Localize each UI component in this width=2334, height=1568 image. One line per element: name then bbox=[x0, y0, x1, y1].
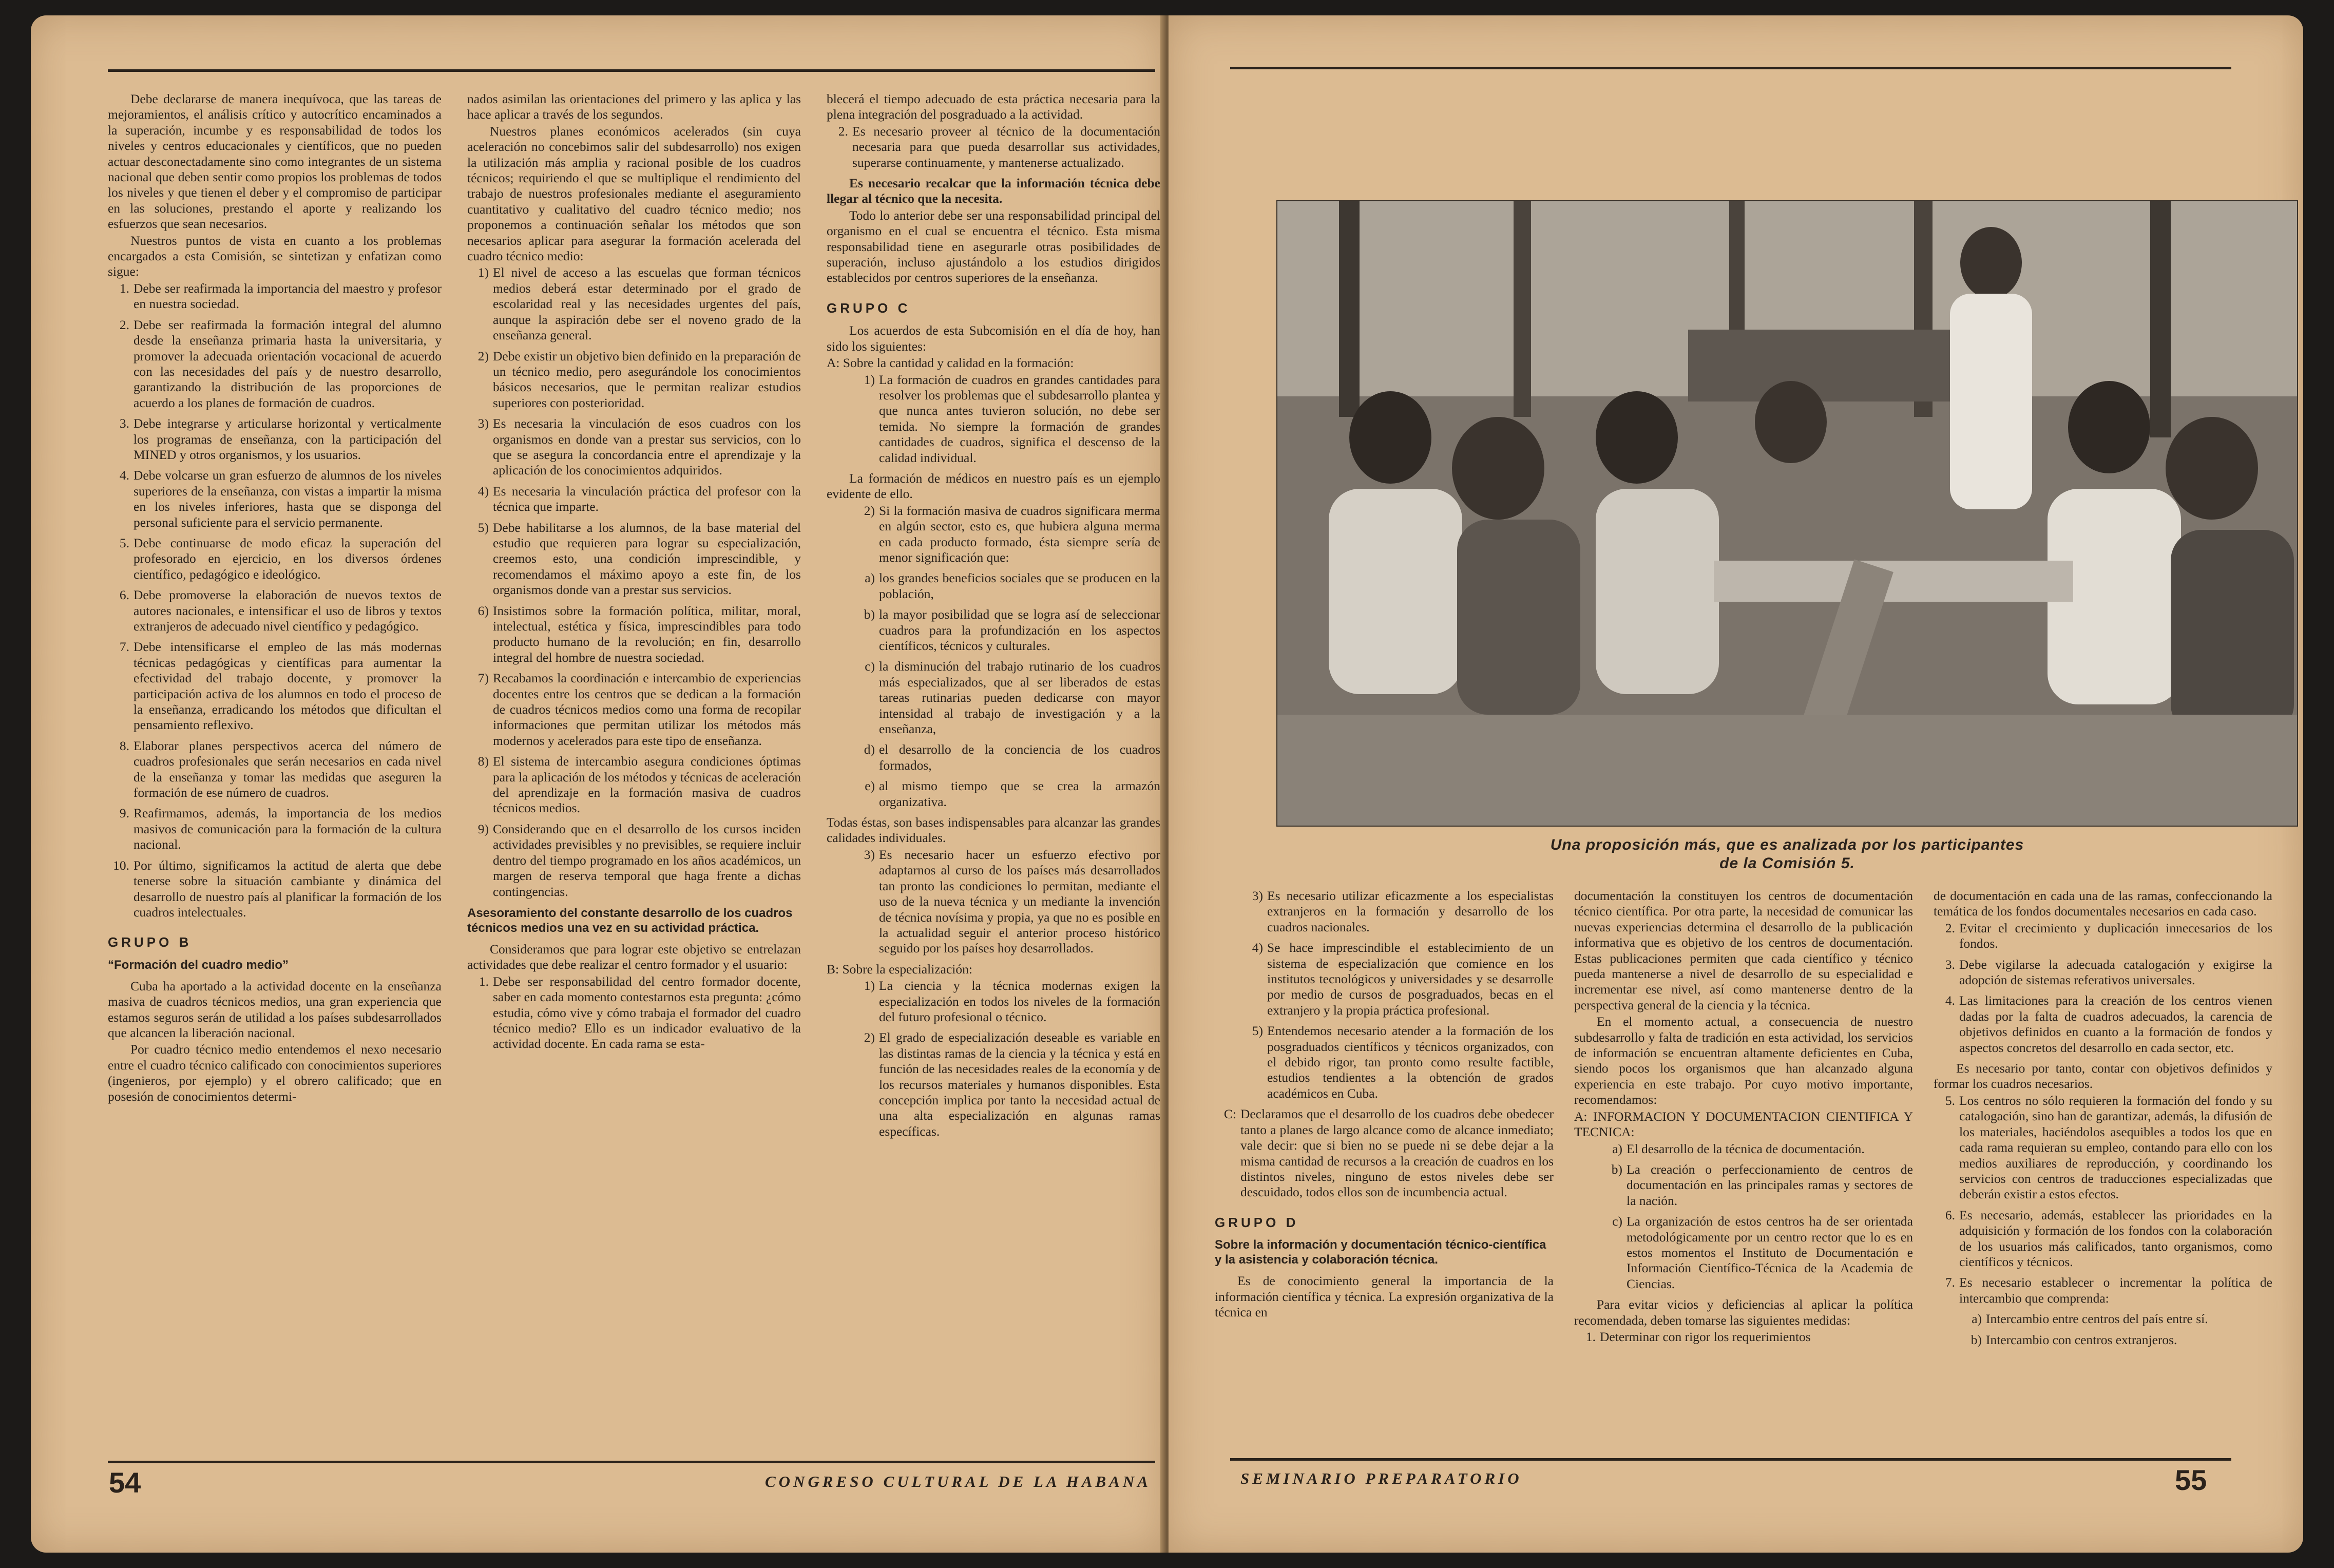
list-item bbox=[1960, 1332, 2272, 1348]
list-item bbox=[1241, 888, 1554, 935]
list-item bbox=[853, 978, 1160, 1025]
lettered-list bbox=[1960, 1311, 2272, 1348]
list-item bbox=[1934, 957, 2272, 988]
list-item-number: 4. bbox=[1945, 993, 1955, 1008]
left-column-1 bbox=[108, 91, 442, 1447]
list-item-text: Determinar con rigor los requerimientos bbox=[1600, 1329, 1811, 1344]
list-item-number: c) bbox=[865, 659, 875, 674]
list-item-number: 6) bbox=[477, 603, 489, 618]
running-footer: SEMINARIO PREPARATORIO bbox=[1240, 1469, 1522, 1487]
paragraph: Los acuerdos de esta Subcomisión en el día de hoy, han sido los siguientes: bbox=[827, 323, 1160, 354]
page-number: 55 bbox=[2175, 1464, 2207, 1496]
paragraph: de documentación en cada una de las ramas, confeccionando la temática de los fondos documentales necesarios en cada caso. bbox=[1934, 888, 2272, 919]
paragraph: Es de conocimiento general la importancia de la información científica y técnica. La expresión organizativa de la técnica en bbox=[1215, 1273, 1554, 1320]
list-item-text: Debe volcarse un gran esfuerzo de alumnos de los niveles superiores de la enseñanza, con vistas a impartir la misma en los niveles inferiores, hasta que se disponga del personal suficiente para el servicio permanente. bbox=[133, 468, 442, 530]
paragraph: Nuestros planes económicos acelerados (sin cuya aceleración no concebimos salir del subdesarrollo) nos exigen la utilización más amplia y racional posible de los cuadros técnicos; requiriendo el que se multiplique el rendimiento del trabajo de nuestros profesionales mediante el aseguramiento cuantitativo y cualitativo del cuadro técnico medio; nos proponemos a continuación señalar los métodos que son necesarios aplicar para asegurar la formación acelerada del cuadro técnico medio: bbox=[467, 123, 801, 264]
list-item bbox=[1215, 1106, 1554, 1200]
list-item bbox=[1934, 993, 2272, 1056]
list-item-number: 1. bbox=[1585, 1329, 1596, 1344]
list-item-number: b) bbox=[1611, 1161, 1622, 1177]
list-item-text: Por último, significamos la actitud de alerta que debe tenerse sobre la situación cambiante y dinámica del desarrollo de nuestro país al planificar la formación de los cuadros intelectuales. bbox=[133, 857, 442, 920]
list-item bbox=[1934, 921, 2272, 952]
list-item-text: Intercambio entre centros del país entre sí. bbox=[1986, 1311, 2208, 1327]
right-column-3 bbox=[1934, 888, 2272, 1448]
bold-paragraph: Es necesario recalcar que la información técnica debe llegar al técnico que la necesita. bbox=[827, 176, 1160, 206]
list-item-number: C: bbox=[1223, 1106, 1236, 1122]
list-item bbox=[108, 317, 442, 411]
list-item-text: Si la formación masiva de cuadros significara merma en algún sector, esto es, que hubiera alguna merma en cada producto formado, ésta siempre sería de menor significación que: bbox=[879, 503, 1160, 565]
list-item bbox=[108, 858, 442, 921]
list-item-number: 2. bbox=[838, 123, 848, 139]
numbered-list bbox=[1934, 1093, 2272, 1306]
list-item-number: 3) bbox=[477, 416, 489, 431]
left-column-3 bbox=[827, 91, 1160, 1447]
numbered-list bbox=[1574, 1329, 1913, 1345]
caption-line: Una proposición más, que es analizada por los participantes bbox=[1550, 836, 2024, 853]
numbered-list bbox=[467, 265, 801, 899]
numbered-list bbox=[1241, 888, 1554, 1101]
list-item-number: 1) bbox=[864, 372, 875, 387]
lettered-list bbox=[853, 570, 1160, 810]
list-item bbox=[1934, 1208, 2272, 1270]
list-item-number: 3) bbox=[864, 847, 875, 862]
section-heading: GRUPO C bbox=[827, 300, 911, 316]
paragraph: Es necesario por tanto, contar con objetivos definidos y formar los cuadros necesarios. bbox=[1934, 1061, 2272, 1092]
numbered-list bbox=[853, 847, 1160, 957]
meeting-photo bbox=[1276, 200, 2298, 827]
list-item-text: Es necesaria la vinculación de esos cuadros con los organismos en donde van a prestar sus servicios, con lo que se asegura la concordancia entre el aprendizaje y la aplicación de los conocimientos adquiridos. bbox=[493, 416, 801, 478]
list-item-number: c) bbox=[1612, 1214, 1622, 1229]
list-item-number: 9) bbox=[477, 821, 489, 836]
list-item-text: Es necesario, además, establecer las prioridades en la adquisición y formación de los fondos con la colaboración de los usuarios más calificados, tanto organismos, como científicos y técnicos. bbox=[1959, 1207, 2272, 1269]
list-item-text: Es necesario hacer un esfuerzo efectivo por adaptarnos al curso de los países más desarrollados tan pronto las condiciones lo permitan, mediante el uso de la nueva técnica y un mediante la invención de técnica novísima y propia, ya que no es posible en la actualidad seguir el anterior proceso histórico seguido por los países hoy desarrollados. bbox=[879, 847, 1160, 956]
list-item bbox=[467, 821, 801, 900]
list-item bbox=[1960, 1311, 2272, 1327]
list-item-text: Intercambio con centros extranjeros. bbox=[1986, 1332, 2177, 1347]
list-item bbox=[467, 754, 801, 816]
list-item bbox=[853, 847, 1160, 957]
list-item-number: 7) bbox=[477, 671, 489, 686]
list-item bbox=[853, 778, 1160, 810]
list-item-number: 7. bbox=[119, 639, 129, 655]
list-item-text: Considerando que en el desarrollo de los cursos inciden actividades previsibles y no previsibles, se requiere incluir dentro del tiempo programado en los años académicos, un margen de reserva temporal que haga frente a dichas contingencias. bbox=[493, 821, 801, 899]
list-item-text: Debe ser reafirmada la importancia del maestro y profesor en nuestra sociedad. bbox=[133, 280, 442, 312]
list-item-number: 1) bbox=[864, 978, 875, 993]
list-item-text: Recabamos la coordinación e intercambio de experiencias docentes entre los centros que se dedican a la formación de cuadros técnicos medios como una forma de recopilar informaciones que permitan utilizar los métodos más modernos y acelerados para este tipo de enseñanza. bbox=[493, 671, 801, 748]
list-item-text: La creación o perfeccionamiento de centros de documentación en las principales ramas y sectores de la nación. bbox=[1627, 1161, 1913, 1208]
numbered-list bbox=[108, 281, 442, 920]
list-item-text: Debe existir un objetivo bien definido en la preparación de un técnico medio, pero asegurándole los conocimientos básicos necesarios, que le permitan realizar estudios superiores con posterioridad. bbox=[493, 348, 801, 410]
list-item-text: Se hace imprescindible el establecimiento de un sistema de especialización que comience en los institutos tecnológicos y universidades y se desarrolle por medio de cursos de posgraduados, becas en el extranjero y la propia práctica profesional. bbox=[1267, 940, 1554, 1018]
list-item-number: 10. bbox=[113, 857, 129, 873]
numbered-list bbox=[1934, 921, 2272, 1056]
list-item-text: El sistema de intercambio asegura condiciones óptimas para la aplicación de los métodos y técnicas de aceleración del aprendizaje en la formación masiva de cuadros técnicos medios. bbox=[493, 754, 801, 816]
list-item bbox=[467, 416, 801, 479]
list-item-number: e) bbox=[865, 778, 875, 794]
list-item bbox=[853, 607, 1160, 654]
magazine-spread bbox=[31, 15, 2303, 1553]
list-item bbox=[108, 738, 442, 801]
list-item-text: La organización de estos centros ha de ser orientada metodológicamente por un centro rector que lo es en estos momentos el Instituto de Documentación e Información Científico-Técnica de la Academia de Ciencias. bbox=[1627, 1214, 1913, 1291]
left-column-2 bbox=[467, 91, 801, 1447]
list-item-text: el desarrollo de la conciencia de los cuadros formados, bbox=[879, 742, 1160, 773]
list-item-text: Debe habilitarse a los alumnos, de la base material del estudio que requieren para lograr su especialización, creemos esto, una condición imprescindible, y recomendamos el máximo apoyo a este fin, de los organismos donde van a prestar sus servicios. bbox=[493, 520, 801, 598]
paragraph: Para evitar vicios y deficiencias al aplicar la política recomendada, deben tomarse las siguientes medidas: bbox=[1574, 1297, 1913, 1328]
paragraph: Todas éstas, son bases indispensables para alcanzar las grandes calidades individuales. bbox=[827, 815, 1160, 846]
list-item-number: 3. bbox=[119, 416, 129, 431]
list-item-text: La formación de cuadros en grandes cantidades para resolver los problemas que el subdesarrollo plantea y que nunca antes tuvieron solución, no debe ser temida. No siempre la formación de grandes cantidades de cuadros, significa el descenso de la calidad individual. bbox=[879, 372, 1160, 465]
list-item-number: 5. bbox=[119, 535, 129, 550]
list-heading: A: Sobre la cantidad y calidad en la formación: bbox=[827, 355, 1074, 371]
list-item-text: Las limitaciones para la creación de los centros vienen dadas por la falta de cuadros adecuados, la carencia de objetivos definidos en cuanto a la formación de fondos y aspectos concretos del desarrollo en cada sector, etc. bbox=[1959, 993, 2272, 1055]
list-item-number: a) bbox=[865, 570, 875, 586]
list-item-text: Declaramos que el desarrollo de los cuadros debe obedecer tanto a planes de largo alcance como de alcance inmediato; vale decir: que si bien no se puede ni se debe dejar a la misma cantidad de recursos a la creación de cuadros en los distintos niveles, ninguno de estos niveles debe ser descuidado, todos ellos son de incumbencia actual. bbox=[1240, 1106, 1554, 1200]
list-item-text: Los centros no sólo requieren la formación del fondo y su catalogación, sino han de garantizar, además, la difusión de los materiales, haciéndolos asequibles a todos los que en cada rama requieran su empleo, contando para ello con los medios auxiliares de reproducción, y coordinando los servicios con centros de traducciones especializadas que deberán existir a estos efectos. bbox=[1959, 1093, 2272, 1202]
photo-caption bbox=[1276, 836, 2298, 873]
list-item-number: 5) bbox=[477, 520, 489, 535]
list-item bbox=[1241, 940, 1554, 1018]
list-item bbox=[467, 974, 801, 1052]
paragraph: Todo lo anterior debe ser una responsabilidad principal del organismo en el cual se encuentra el técnico. Esta misma responsabilidad tiene en asegurarle otras posibilidades de superación, incluso ajustándolo a los estudios dirigidos establecidos por centros superiores de la enseñanza. bbox=[827, 207, 1160, 285]
list-item bbox=[853, 1030, 1160, 1139]
running-footer: CONGRESO CULTURAL DE LA HABANA bbox=[765, 1473, 1151, 1490]
list-item-text: El desarrollo de la técnica de documentación. bbox=[1627, 1141, 1865, 1156]
subsection-heading: Asesoramiento del constante desarrollo de los cuadros técnicos medios una vez en su actividad práctica. bbox=[467, 906, 793, 935]
list-item bbox=[1934, 1275, 2272, 1306]
paragraph: documentación la constituyen los centros de documentación técnico científica. Por otra parte, la necesidad de comunicar las nuevas experiencias determina el desarrollo de la publicación informativa que es objetivo de los centros de documentación. Estas publicaciones permiten que cada científico y técnico pueda mantenerse a nivel de desarrollo de su especialidad e incrementar ese nivel, así como mantenerse dentro de la perspectiva general de la ciencia y la técnica. bbox=[1574, 888, 1913, 1012]
list-item bbox=[108, 639, 442, 733]
bottom-rule bbox=[1230, 1458, 2231, 1461]
list-item-text: Entendemos necesario atender a la formación de los posgraduados científicos y técnicos organizados, con el debido rigor, tan pronto como resulte factible, estudios tendientes a la obtención de grados académicos en Cuba. bbox=[1267, 1023, 1554, 1101]
list-item-number: 3) bbox=[1252, 888, 1263, 903]
list-item bbox=[108, 281, 442, 312]
list-item-text: Debe ser responsabilidad del centro formador docente, saber en cada momento contestarnos esta pregunta: ¿cómo estudia, cómo vive y cómo trabaja el formador del cuadro técnico medio? Ello es un indicador evaluativo de la actividad docente. En cada rama se esta- bbox=[493, 973, 801, 1051]
lettered-item bbox=[1215, 1106, 1554, 1200]
list-item-text: El grado de especialización deseable es variable en las distintas ramas de la ciencia y la técnica y está en función de las necesidades reales de la economía y de los recursos materiales y humanos disponibles. Esta concepción implica por tanto la necesidad actual de una alta especialización en algunas ramas específicas. bbox=[879, 1030, 1160, 1139]
list-item-number: a) bbox=[1612, 1141, 1622, 1156]
list-item bbox=[1601, 1141, 1913, 1157]
numbered-list bbox=[853, 372, 1160, 466]
list-item-text: Evitar el crecimiento y duplicación innecesarios de los fondos. bbox=[1959, 920, 2272, 951]
list-item-text: Es necesario proveer al técnico de la documentación necesaria para que pueda desarrollar sus actividades, superarse continuamente, y mantenerse actualizado. bbox=[852, 123, 1160, 170]
list-item-number: 2) bbox=[477, 348, 489, 364]
paragraph: Debe declararse de manera inequívoca, que las tareas de mejoramientos, el análisis crítico y autocrítico encaminados a la superación, incumbe y es responsabilidad de todos los niveles y centros educacionales y científicos, que no pueden actuar desconectadamente sino como integrantes de un sistema nacional que deben sentir como propios los problemas de todos los niveles y que tienen el deber y el compromiso de participar en las soluciones, prestando el aporte y realizando los esfuerzos que sean necesarios. bbox=[108, 91, 442, 232]
paragraph: La formación de médicos en nuestro país es un ejemplo evidente de ello. bbox=[827, 470, 1160, 502]
list-item-text: la disminución del trabajo rutinario de los cuadros más especializados, que al ser liberados de estas tareas rutinarias pueden dedicarse con mayor intensidad al trabajo de investigación y a la enseñanza, bbox=[879, 659, 1160, 737]
right-column-1 bbox=[1215, 888, 1554, 1448]
paragraph: En el momento actual, a consecuencia de nuestro subdesarrollo y falta de tradición en esta actividad, los servicios de información se encuentran altamente deficientes en Cuba, siendo pocos los organismos que han alcanzado alguna experiencia en este trabajo. Por cuyo motivo importante, recomendamos: bbox=[1574, 1014, 1913, 1107]
list-item bbox=[1574, 1329, 1913, 1345]
list-item-number: 8. bbox=[119, 738, 129, 753]
list-item bbox=[467, 671, 801, 749]
list-item-number: a) bbox=[1972, 1311, 1982, 1327]
subsection-heading: Sobre la información y documentación técnico-científica y la asistencia y colaboración técnica. bbox=[1215, 1238, 1546, 1267]
section-heading: GRUPO B bbox=[108, 934, 192, 950]
list-item-number: b) bbox=[864, 607, 875, 622]
caption-line: de la Comisión 5. bbox=[1719, 855, 1855, 872]
paragraph: Cuba ha aportado a la actividad docente en la enseñanza masiva de cuadros técnicos medios, una gran experiencia que estamos seguros serán de utilidad a los países subdesarrollados que alcancen la liberación nacional. bbox=[108, 978, 442, 1040]
list-item-number: 4) bbox=[477, 483, 489, 499]
photo-scene bbox=[1277, 201, 2298, 827]
list-item-text: La ciencia y la técnica modernas exigen la especialización en todos los niveles de la formación del futuro profesional o técnico. bbox=[879, 978, 1160, 1024]
list-item bbox=[467, 484, 801, 515]
list-item-text: Es necesario establecer o incrementar la política de intercambio que comprenda: bbox=[1959, 1275, 2272, 1306]
lettered-list bbox=[1601, 1141, 1913, 1292]
list-item-text: Es necesario utilizar eficazmente a los especialistas extranjeros en la formación y desarrollo de los cuadros nacionales. bbox=[1267, 888, 1554, 934]
list-item bbox=[827, 124, 1160, 170]
list-item-number: 4) bbox=[1252, 940, 1263, 955]
list-item bbox=[1241, 1023, 1554, 1101]
list-item bbox=[108, 416, 442, 463]
list-item-text: Debe integrarse y articularse horizontal y verticalmente los programas de enseñanza, con la participación del MINED y otros organismos, y los usuarios. bbox=[133, 416, 442, 462]
list-item-number: 2. bbox=[1945, 920, 1955, 935]
list-item-number: 6. bbox=[119, 587, 129, 603]
list-item-number: 7. bbox=[1945, 1275, 1955, 1290]
list-item-number: 2. bbox=[119, 317, 129, 332]
section-heading: GRUPO D bbox=[1215, 1214, 1299, 1230]
right-page bbox=[1169, 15, 2303, 1553]
list-item-number: 1) bbox=[477, 265, 489, 280]
list-item-number: 9. bbox=[119, 806, 129, 821]
paragraph: Consideramos que para lograr este objetivo se entrelazan actividades que debe realizar el centro formador y el usuario: bbox=[467, 941, 801, 972]
list-item bbox=[108, 587, 442, 634]
list-item bbox=[853, 570, 1160, 602]
list-item-number: 4. bbox=[119, 468, 129, 483]
list-item bbox=[1601, 1162, 1913, 1209]
list-item-text: Reafirmamos, además, la importancia de los medios masivos de comunicación para la formación de la cultura nacional. bbox=[133, 806, 442, 852]
paragraph: blecerá el tiempo adecuado de esta práctica necesaria para la plena integración del posgraduado a la actividad. bbox=[827, 91, 1160, 122]
paragraph: Nuestros puntos de vista en cuanto a los problemas encargados a esta Comisión, se sintetizan y enfatizan como sigue: bbox=[108, 233, 442, 279]
list-item-number: 8) bbox=[477, 754, 489, 769]
list-item-number: 3. bbox=[1945, 957, 1955, 972]
numbered-list bbox=[853, 503, 1160, 566]
list-item bbox=[853, 503, 1160, 566]
list-item-text: Insistimos sobre la formación política, militar, moral, intelectual, estética y física, imprescindibles para todo producto humano de la revolución; en fin, desarrollo integral del hombre de nuestra sociedad. bbox=[493, 603, 801, 665]
list-item-number: 2) bbox=[864, 1030, 875, 1045]
page-number: 54 bbox=[109, 1466, 141, 1499]
list-item bbox=[467, 349, 801, 411]
list-item-number: 1. bbox=[479, 973, 489, 989]
list-item-number: 1. bbox=[119, 280, 129, 296]
list-item bbox=[467, 265, 801, 343]
top-rule bbox=[1230, 67, 2231, 69]
list-item-number: b) bbox=[1970, 1332, 1982, 1347]
list-item-text: Debe promoverse la elaboración de nuevos textos de autores nacionales, e intensificar el uso de libros y textos extranjeros de adecuado nivel científico y pedagógico. bbox=[133, 587, 442, 634]
subsection-heading: “Formación del cuadro medio” bbox=[108, 958, 289, 972]
list-item-text: El nivel de acceso a las escuelas que forman técnicos medios deberá estar determinado por el grado de escolaridad real y las necesidades urgentes del país, aunque la aspiración debe ser el noveno grado de la enseñanza general. bbox=[493, 265, 801, 343]
list-item bbox=[853, 742, 1160, 773]
list-item-text: la mayor posibilidad que se logra así de seleccionar cuadros para la profundización en los aspectos científicos, técnicos y culturales. bbox=[879, 607, 1160, 653]
list-item-text: Elaborar planes perspectivos acerca del número de cuadros profesionales que serán necesarios en cada nivel de la enseñanza y tomar las medidas que aseguren la formación de ese número de cuadros. bbox=[133, 738, 442, 800]
list-item bbox=[108, 468, 442, 530]
numbered-list bbox=[827, 124, 1160, 170]
top-rule bbox=[108, 69, 1155, 72]
list-item bbox=[108, 536, 442, 582]
paragraph: nados asimilan las orientaciones del primero y las aplica y las hace aplicar a través de los segundos. bbox=[467, 91, 801, 122]
numbered-list bbox=[467, 974, 801, 1052]
list-heading: B: Sobre la especialización: bbox=[827, 961, 972, 977]
list-item-text: Debe ser reafirmada la formación integral del alumno desde la enseñanza primaria hasta la universitaria, y promover la adecuada orientación vocacional de acuerdo con las necesidades del país y de nuestro desarrollo, garantizando la distribución de las proporciones de acuerdo a los planes de formación de cuadros. bbox=[133, 317, 442, 410]
list-item bbox=[853, 659, 1160, 737]
bottom-rule bbox=[108, 1461, 1155, 1463]
list-item bbox=[467, 520, 801, 598]
list-item-number: 2) bbox=[864, 503, 875, 518]
paragraph: Por cuadro técnico medio entendemos el nexo necesario entre el cuadro técnico calificado con conocimientos superiores (ingenieros, por ejemplo) y el obrero calificado; que en posesión de conocimientos determi- bbox=[108, 1042, 442, 1104]
list-item bbox=[467, 603, 801, 666]
numbered-list bbox=[853, 978, 1160, 1139]
list-item-number: d) bbox=[864, 742, 875, 757]
list-item-text: Es necesaria la vinculación práctica del profesor con la técnica que imparte. bbox=[493, 483, 801, 514]
list-heading: A: INFORMACION Y DOCUMENTACION CIENTIFICA Y TECNICA: bbox=[1574, 1108, 1913, 1140]
list-item-text: al mismo tiempo que se crea la armazón organizativa. bbox=[879, 778, 1160, 809]
list-item-text: Debe continuarse de modo eficaz la superación del profesorado en ejercicio, en los diversos órdenes científico, pedagógico e ideológico. bbox=[133, 535, 442, 582]
list-item-number: 5. bbox=[1945, 1093, 1955, 1108]
list-item bbox=[853, 372, 1160, 466]
list-item-number: 5) bbox=[1252, 1023, 1263, 1039]
list-item bbox=[108, 806, 442, 852]
list-item-text: Debe intensificarse el empleo de las más modernas técnicas pedagógicas y científicas para aumentar la efectividad del trabajo docente, y promover la participación activa de los alumnos en todo el proceso de la enseñanza, erradicando los métodos que dificultan el pensamiento reflexivo. bbox=[133, 639, 442, 733]
list-item bbox=[1934, 1093, 2272, 1202]
list-item-text: Debe vigilarse la adecuada catalogación y exigirse la adopción de sistemas referativos universales. bbox=[1959, 957, 2272, 988]
left-page bbox=[31, 15, 1165, 1553]
list-item-text: los grandes beneficios sociales que se producen en la población, bbox=[879, 570, 1160, 601]
list-item-number: 6. bbox=[1945, 1207, 1955, 1222]
right-column-2 bbox=[1574, 888, 1913, 1448]
list-item bbox=[1601, 1214, 1913, 1292]
